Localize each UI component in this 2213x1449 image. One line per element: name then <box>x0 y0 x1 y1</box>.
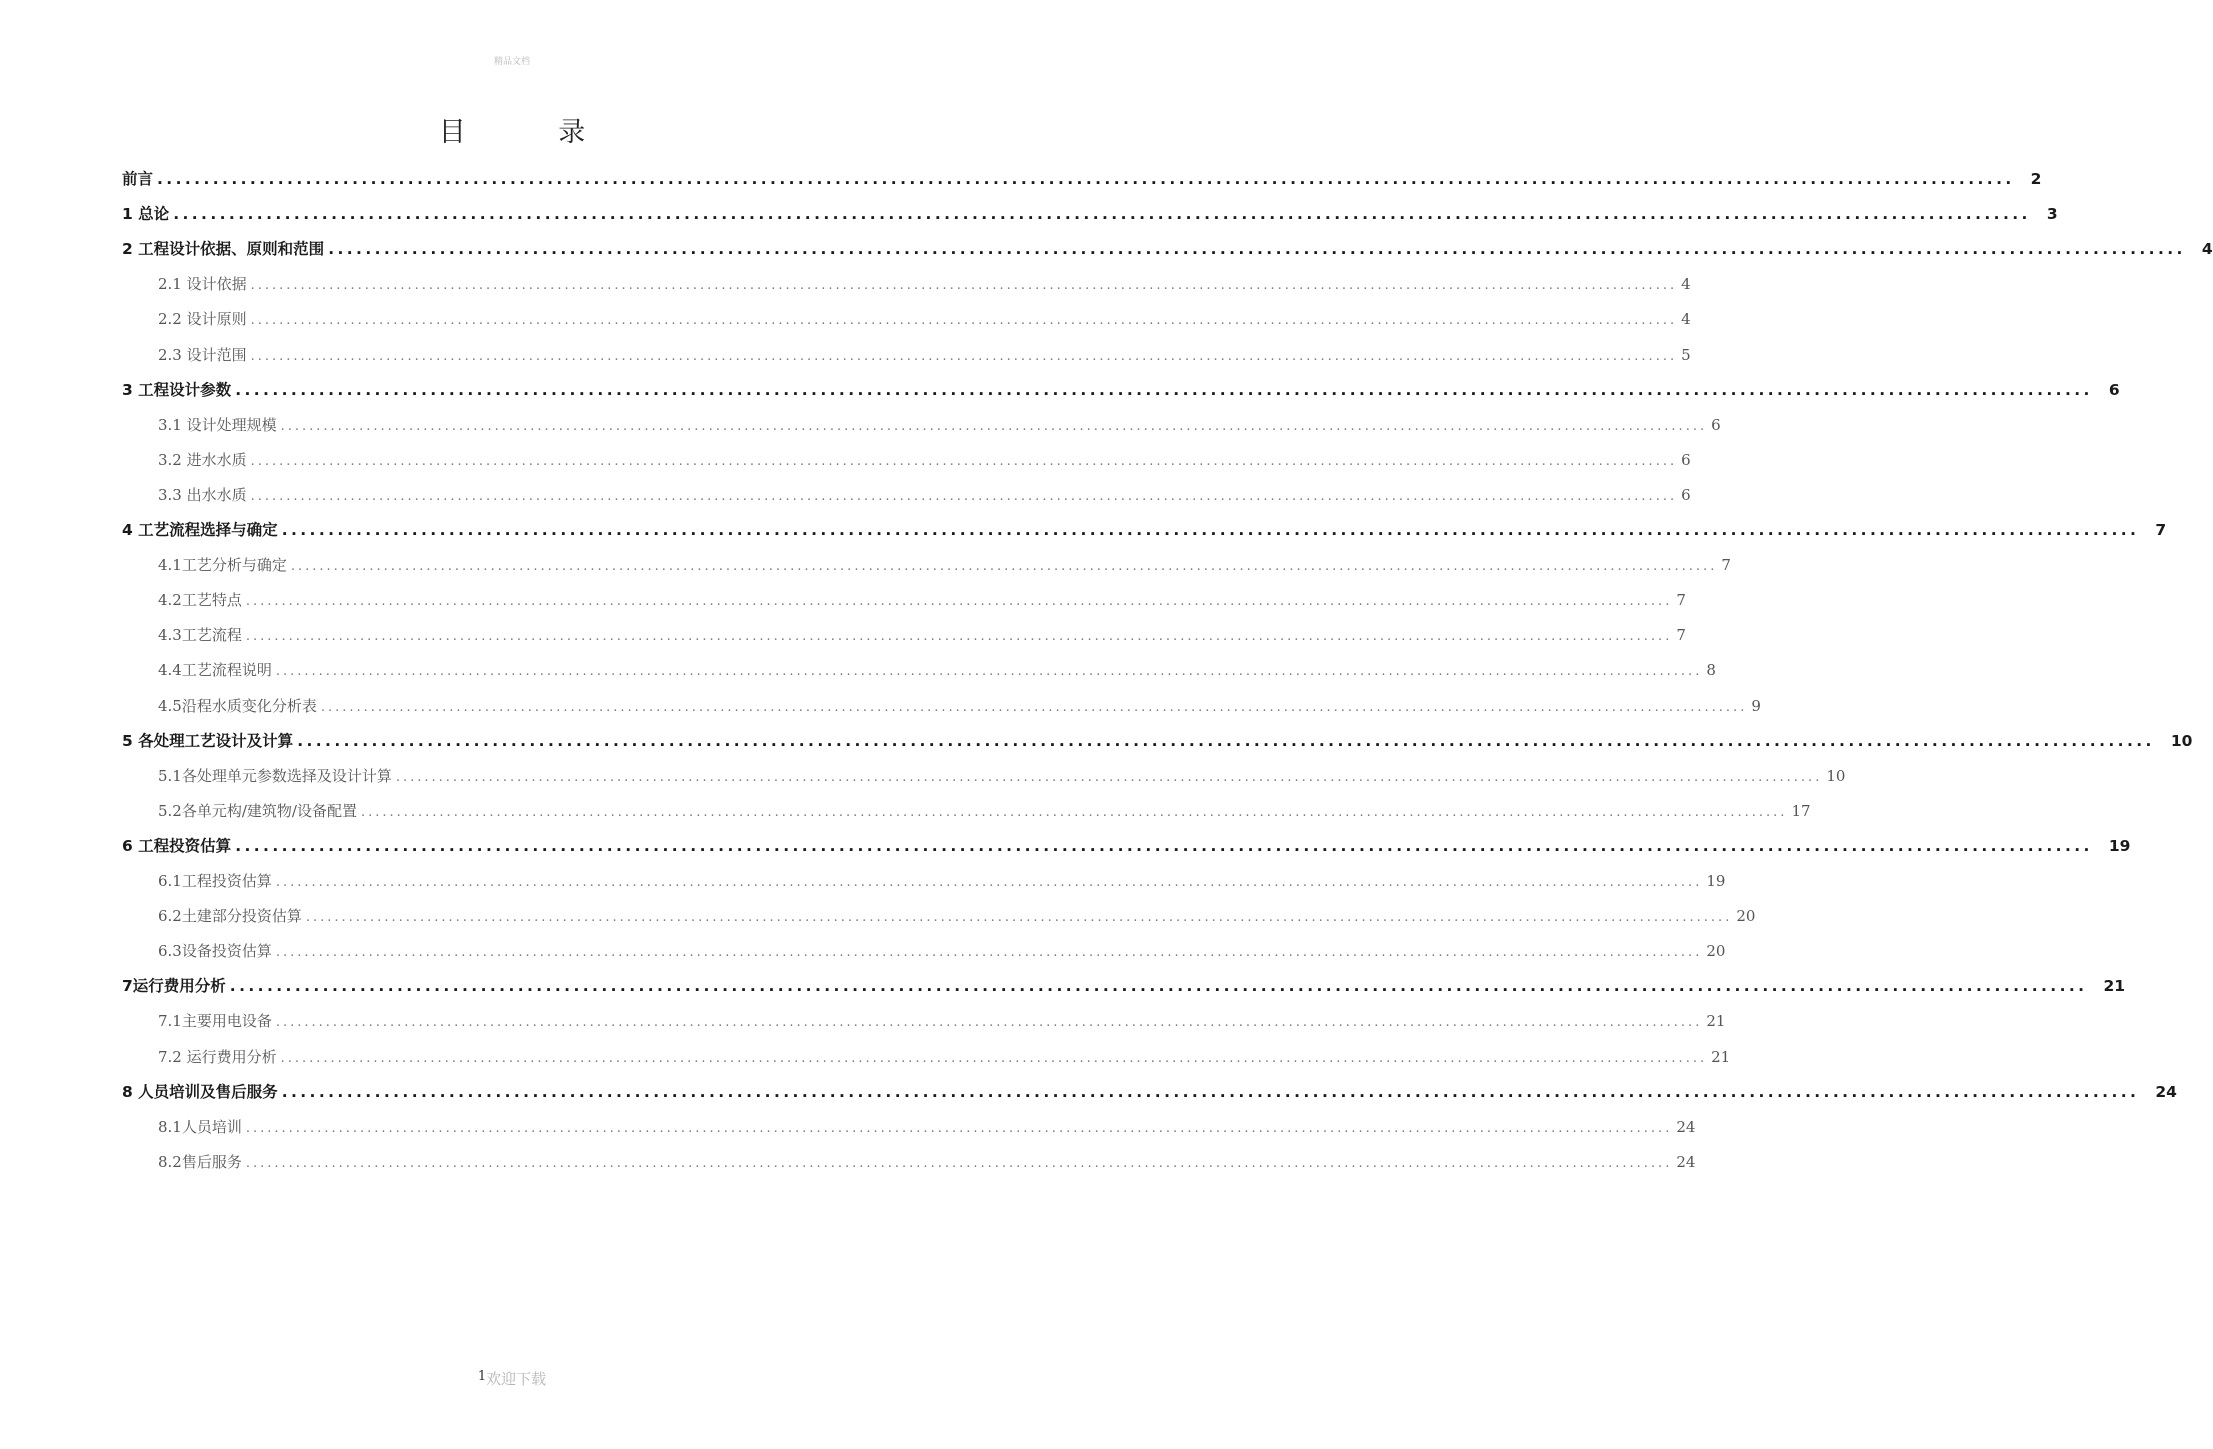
toc-entry-label: 4.5沿程水质变化分析表 <box>158 696 317 715</box>
toc-entry-page: 20 <box>1736 907 1756 926</box>
toc-entry-label: 6.3设备投资估算 <box>158 942 272 961</box>
toc-entry-page: 6 <box>2108 380 2120 399</box>
toc-dot-leader: ........................................................................................................................................................................................................ <box>290 559 1718 575</box>
toc-chapter-entry[interactable] <box>122 513 2167 548</box>
toc-entry-page: 4 <box>1681 275 1691 294</box>
toc-section-entry[interactable] <box>158 934 1726 969</box>
toc-section-entry[interactable] <box>158 689 1761 724</box>
toc-dot-leader: ........................................................................................................................................................................................................ <box>235 380 2093 399</box>
toc-dot-leader: ........................................................................................................................................................................................................ <box>281 521 2140 539</box>
toc-entry-page: 19 <box>2108 836 2131 855</box>
toc-section-entry[interactable] <box>158 443 1691 478</box>
toc-entry-label: 6 工程投资估算 <box>122 836 232 855</box>
toc-section-entry[interactable] <box>158 1110 1696 1145</box>
footer-text: 欢迎下载 <box>486 1370 547 1388</box>
toc-section-entry[interactable] <box>158 759 1846 794</box>
toc-dot-leader: ........................................................................................................................................................................................................ <box>395 769 1823 785</box>
toc-entry-page: 4 <box>1681 310 1691 329</box>
toc-dot-leader: ........................................................................................................................................................................................................ <box>280 1050 1708 1066</box>
toc-entry-page: 7 <box>1676 591 1686 610</box>
toc-dot-leader: ........................................................................................................................................................................................................ <box>250 313 1678 329</box>
toc-section-entry[interactable] <box>158 1145 1696 1180</box>
toc-entry-label: 4.3工艺流程 <box>158 626 242 645</box>
toc-entry-label: 8.2售后服务 <box>158 1152 242 1171</box>
toc-entry-label: 6.2土建部分投资估算 <box>158 907 302 926</box>
page-title: 目 录 <box>438 117 628 148</box>
toc-section-entry[interactable] <box>158 338 1691 373</box>
toc-entry-page: 24 <box>1676 1152 1696 1171</box>
toc-entry-label: 2.1 设计依据 <box>158 275 247 294</box>
toc-entry-page: 9 <box>1751 696 1761 715</box>
toc-dot-leader: ........................................................................................................................................................................................................ <box>275 945 1703 961</box>
toc-entry-page: 8 <box>1706 661 1716 680</box>
toc-entry-page: 24 <box>2155 1082 2177 1101</box>
toc-entry-page: 7 <box>1676 626 1686 645</box>
toc-section-entry[interactable] <box>158 653 1716 688</box>
toc-section-entry[interactable] <box>158 1004 1726 1039</box>
toc-entry-page: 24 <box>1676 1117 1696 1136</box>
toc-entry-page: 7 <box>2155 521 2167 539</box>
toc-dot-leader: ........................................................................................................................................................................................................ <box>235 836 2093 855</box>
toc-entry-label: 5 各处理工艺设计及计算 <box>122 731 294 750</box>
toc-section-entry[interactable] <box>158 302 1691 337</box>
toc-dot-leader: ........................................................................................................................................................................................................ <box>173 205 2031 224</box>
toc-dot-leader: ........................................................................................................................................................................................................ <box>320 699 1748 715</box>
toc-dot-leader: ........................................................................................................................................................................................................ <box>305 910 1733 926</box>
toc-entry-label: 7.2 运行费用分析 <box>158 1047 277 1066</box>
toc-section-entry[interactable] <box>158 267 1691 302</box>
toc-entry-page: 6 <box>1681 485 1691 504</box>
toc-entry-label: 3.1 设计处理规模 <box>158 415 277 434</box>
toc-dot-leader: ........................................................................................................................................................................................................ <box>275 1015 1703 1031</box>
toc-section-entry[interactable] <box>158 618 1686 653</box>
toc-entry-label: 3.3 出水水质 <box>158 485 247 504</box>
toc-entry-page: 4 <box>2201 240 2213 259</box>
toc-entry-label: 4 工艺流程选择与确定 <box>122 521 278 539</box>
toc-entry-page: 6 <box>1711 415 1721 434</box>
toc-entry-page: 21 <box>1711 1047 1731 1066</box>
toc-entry-page: 5 <box>1681 345 1691 364</box>
toc-section-entry[interactable] <box>158 864 1726 899</box>
toc-entry-label: 7.1主要用电设备 <box>158 1012 272 1031</box>
toc-entry-page: 20 <box>1706 942 1726 961</box>
toc-dot-leader: ........................................................................................................................................................................................................ <box>229 977 2088 996</box>
toc-entry-page: 3 <box>2046 205 2058 224</box>
toc-entry-page: 10 <box>1826 766 1846 785</box>
toc-entry-label: 8 人员培训及售后服务 <box>122 1082 278 1101</box>
toc-entry-page: 17 <box>1791 801 1811 820</box>
toc-section-entry[interactable] <box>158 478 1691 513</box>
toc-dot-leader: ........................................................................................................................................................................................................ <box>250 348 1678 364</box>
toc-dot-leader: ........................................................................................................................................................................................................ <box>157 170 2015 188</box>
toc-entry-page: 21 <box>1706 1012 1726 1031</box>
toc-entry-label: 2 工程设计依据、原则和范围 <box>122 240 325 259</box>
toc-entry-label: 5.1各处理单元参数选择及设计计算 <box>158 766 392 785</box>
toc-entry-label: 3.2 进水水质 <box>158 450 247 469</box>
toc-dot-leader: ........................................................................................................................................................................................................ <box>245 1155 1673 1171</box>
toc-chapter-entry[interactable] <box>122 232 2213 267</box>
toc-entry-label: 前言 <box>122 170 154 188</box>
toc-chapter-entry[interactable] <box>122 162 2042 197</box>
toc-dot-leader: ........................................................................................................................................................................................................ <box>297 731 2155 750</box>
toc-chapter-entry[interactable] <box>122 1075 2177 1110</box>
toc-entry-page: 21 <box>2103 977 2126 996</box>
toc-entry-label: 2.3 设计范围 <box>158 345 247 364</box>
page-footer <box>0 1368 1024 1389</box>
toc-dot-leader: ........................................................................................................................................................................................................ <box>328 240 2186 259</box>
toc-chapter-entry[interactable] <box>122 373 2120 408</box>
toc-section-entry[interactable] <box>158 1040 1731 1075</box>
toc-entry-label: 5.2各单元构/建筑物/设备配置 <box>158 801 357 820</box>
toc-entry-page: 10 <box>2170 731 2193 750</box>
toc-entry-page: 2 <box>2030 170 2042 188</box>
toc-dot-leader: ........................................................................................................................................................................................................ <box>281 1082 2140 1101</box>
toc-entry-label: 1 总论 <box>122 205 170 224</box>
toc-dot-leader: ........................................................................................................................................................................................................ <box>245 594 1673 610</box>
toc-section-entry[interactable] <box>158 548 1731 583</box>
toc-entry-label: 4.1工艺分析与确定 <box>158 556 287 575</box>
toc-entry-label: 3 工程设计参数 <box>122 380 232 399</box>
toc-entry-label: 7运行费用分析 <box>122 977 226 996</box>
toc-dot-leader: ........................................................................................................................................................................................................ <box>245 629 1673 645</box>
toc-chapter-entry[interactable] <box>122 724 2193 759</box>
toc-entry-label: 6.1工程投资估算 <box>158 872 272 890</box>
toc-chapter-entry[interactable] <box>122 197 2058 232</box>
toc-dot-leader: ........................................................................................................................................................................................................ <box>280 418 1708 434</box>
toc-dot-leader: ........................................................................................................................................................................................................ <box>275 664 1703 680</box>
toc-dot-leader: ........................................................................................................................................................................................................ <box>360 804 1788 820</box>
toc-chapter-entry[interactable] <box>122 829 2131 864</box>
toc-chapter-entry[interactable] <box>122 969 2126 1004</box>
toc-entry-page: 7 <box>1721 556 1731 575</box>
toc-dot-leader: ........................................................................................................................................................................................................ <box>250 453 1678 469</box>
toc-entry-label: 4.4工艺流程说明 <box>158 661 272 680</box>
toc-entry-label: 2.2 设计原则 <box>158 310 247 329</box>
footer-page-number: 1 <box>477 1369 487 1384</box>
toc-entry-page: 6 <box>1681 450 1691 469</box>
toc-section-entry[interactable] <box>158 899 1756 934</box>
toc-entry-label: 8.1人员培训 <box>158 1117 242 1136</box>
toc-section-entry[interactable] <box>158 794 1811 829</box>
toc-dot-leader: ........................................................................................................................................................................................................ <box>250 278 1678 294</box>
toc-section-entry[interactable] <box>158 408 1721 443</box>
toc-entry-label: 4.2工艺特点 <box>158 591 242 610</box>
header-watermark: 精品文档 <box>493 57 530 67</box>
toc-section-entry[interactable] <box>158 583 1686 618</box>
toc-dot-leader: ........................................................................................................................................................................................................ <box>275 875 1703 890</box>
toc-entry-page: 19 <box>1706 872 1726 890</box>
toc-dot-leader: ........................................................................................................................................................................................................ <box>250 488 1678 504</box>
toc-dot-leader: ........................................................................................................................................................................................................ <box>245 1120 1673 1136</box>
